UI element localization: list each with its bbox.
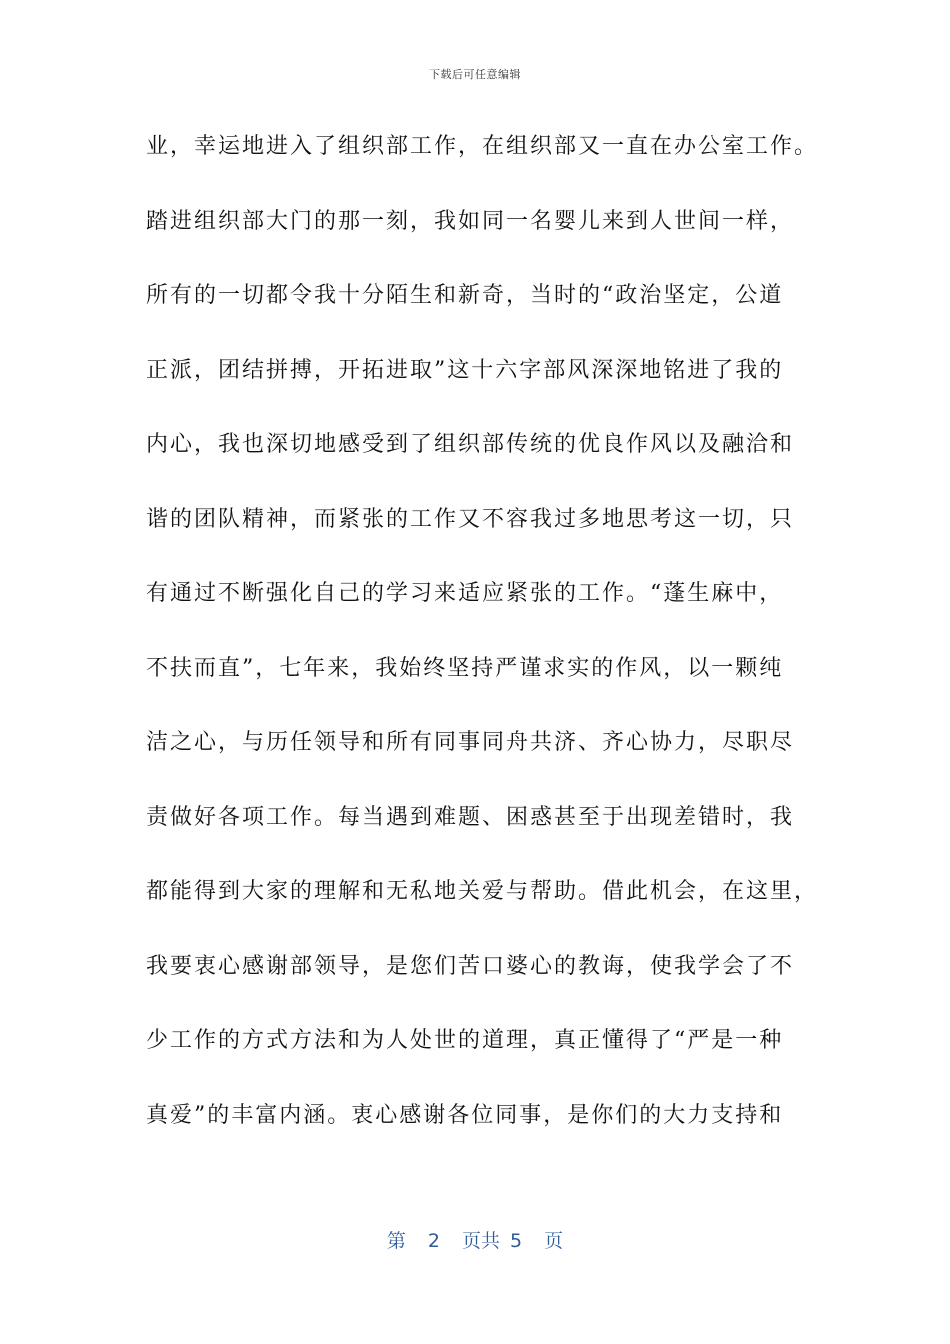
- page-suffix: 页: [544, 1230, 564, 1252]
- text-line: 责做好各项工作。每当遇到难题、困惑甚至于出现差错时，我: [146, 804, 795, 830]
- text-line: 少工作的方式方法和为人处世的道理，真正懂得了“严是一种: [146, 1028, 784, 1053]
- document-body: [146, 128, 826, 1171]
- text-line: 踏进组织部大门的那一刻，我如同一名婴儿来到人世间一样，: [146, 208, 795, 234]
- text-line: 不扶而直”，七年来，我始终坚持严谨求实的作风，以一颗纯: [146, 655, 784, 681]
- page-prefix: 第: [386, 1230, 406, 1252]
- page-number-footer: [0, 1226, 950, 1253]
- text-line: 有通过不断强化自己的学习来适应紧张的工作。“蓬生麻中，: [146, 581, 784, 606]
- text-line: 正派，团结拼搏，开拓进取”这十六字部风深深地铭进了我的: [146, 357, 784, 383]
- text-line: 谐的团队精神，而紧张的工作又不容我过多地思考这一切，只: [146, 506, 795, 532]
- page-header-note: 下载后可任意编辑: [429, 68, 521, 81]
- text-line: 都能得到大家的理解和无私地关爱与帮助。借此机会，在这里，: [146, 879, 819, 904]
- text-line: 内心，我也深切地感受到了组织部传统的优良作风以及融洽和: [146, 432, 795, 457]
- text-line: 我要衷心感谢部领导，是您们苦口婆心的教诲，使我学会了不: [146, 953, 795, 979]
- total-pages-number: 5: [510, 1230, 523, 1252]
- page-middle-text: 页共: [461, 1230, 500, 1252]
- text-line: 洁之心，与历任领导和所有同事同舟共济、齐心协力，尽职尽: [146, 730, 795, 755]
- current-page-number: 2: [427, 1230, 440, 1252]
- text-line: 真爱”的丰富内涵。衷心感谢各位同事，是你们的大力支持和: [146, 1102, 784, 1128]
- text-line: 业，幸运地进入了组织部工作，在组织部又一直在办公室工作。: [146, 134, 819, 159]
- text-line: 所有的一切都令我十分陌生和新奇，当时的“政治坚定，公道: [146, 283, 784, 308]
